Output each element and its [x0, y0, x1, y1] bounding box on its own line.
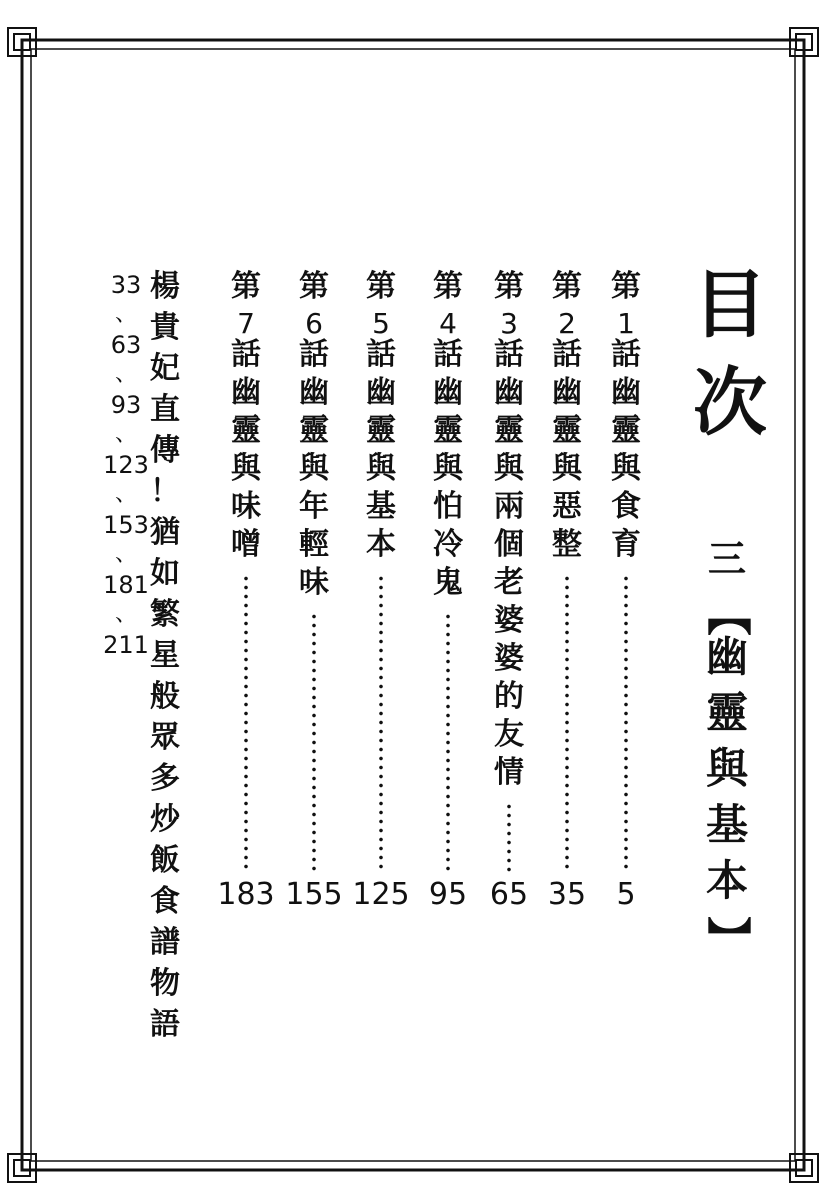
chapter-title-char: 靈: [366, 413, 396, 448]
chapter-page-number: 5: [616, 877, 636, 912]
chapter-title-char: 與: [231, 451, 261, 486]
chapter-title-char: 食: [611, 489, 641, 524]
chapter-entry[interactable]: [285, 269, 343, 912]
chapter-number: 3: [500, 307, 518, 340]
chapter-title-char: 幽: [611, 375, 641, 410]
title-char: 目: [693, 262, 767, 348]
chapter-number: 4: [439, 307, 457, 340]
chapter-title-char: 鬼: [433, 565, 463, 600]
chapter-label: 話: [231, 337, 261, 372]
extra-page-number: 93: [110, 391, 142, 419]
page-separator: 、: [114, 542, 137, 567]
dot-leader: [379, 574, 383, 872]
extra-title-char: 妃: [150, 351, 180, 386]
chapter-page-number: 35: [547, 877, 587, 912]
chapter-label: 話: [494, 337, 524, 372]
chapter-title-char: 幽: [231, 375, 261, 410]
extra-page-number: 153: [103, 511, 149, 539]
extra-title-char: 猶: [150, 515, 180, 550]
extra-page-number: 63: [110, 331, 142, 359]
chapter-title-char: 與: [552, 451, 582, 486]
extra-title-char: 語: [150, 1007, 180, 1042]
chapter-title-char: 友: [494, 717, 524, 752]
chapter-title-char: 噌: [231, 527, 261, 562]
page-separator: 、: [114, 482, 137, 507]
chapter-label: 話: [366, 337, 396, 372]
chapter-title-char: 婆: [494, 603, 524, 638]
chapter-title-char: 靈: [552, 413, 582, 448]
chapter-title-char: 與: [299, 451, 329, 486]
chapter-title-char: 惡: [552, 489, 582, 524]
extra-title-char: 眾: [150, 720, 180, 755]
volume-subtitle-char: 與: [705, 744, 748, 793]
chapter-entry[interactable]: [485, 269, 533, 912]
chapter-entry[interactable]: [352, 269, 410, 912]
chapter-entry[interactable]: [602, 269, 650, 912]
chapter-title-char: 味: [231, 489, 261, 524]
chapter-number: 5: [372, 307, 390, 340]
chapter-title-char: 情: [494, 755, 524, 790]
extra-pages: [96, 270, 156, 660]
extra-title-char: 般: [150, 679, 180, 714]
extra-title-char: 星: [150, 638, 180, 673]
chapter-title-char: 幽: [433, 375, 463, 410]
chapter-title-char: 靈: [433, 413, 463, 448]
chapter-title-char: 靈: [299, 413, 329, 448]
extra-title-char: 飯: [150, 843, 180, 878]
chapter-label: 第: [494, 269, 524, 304]
chapter-title-char: 幽: [299, 375, 329, 410]
chapter-label: 話: [552, 337, 582, 372]
volume-number: 三: [707, 536, 746, 581]
chapter-title-char: 與: [494, 451, 524, 486]
extra-title-char: 譜: [150, 925, 180, 960]
extra-page-number: 123: [103, 451, 149, 479]
chapter-title-char: 與: [611, 451, 641, 486]
open-bracket: 【: [702, 592, 753, 636]
volume-subtitle-char: 幽: [705, 632, 748, 681]
page-separator: 、: [114, 422, 137, 447]
chapter-page-number: 95: [428, 877, 468, 912]
chapter-label: 第: [299, 269, 329, 304]
chapter-title: [231, 375, 261, 568]
extra-title-char: 物: [150, 966, 180, 1001]
chapter-number: 6: [305, 307, 323, 340]
chapter-title-char: 與: [366, 451, 396, 486]
chapter-label: 第: [552, 269, 582, 304]
dot-leader: [507, 802, 511, 872]
extra-title-char: 繁: [150, 597, 180, 632]
dot-leader: [244, 574, 248, 872]
chapter-title-char: 靈: [611, 413, 641, 448]
chapter-page-number: 65: [489, 877, 529, 912]
page-separator: 、: [114, 302, 137, 327]
chapter-title-char: 育: [611, 527, 641, 562]
chapter-title-char: 味: [299, 565, 329, 600]
chapter-label: 話: [611, 337, 641, 372]
page-separator: 、: [114, 602, 137, 627]
chapter-title-char: 靈: [231, 413, 261, 448]
chapter-title: [552, 375, 582, 568]
chapter-label: 第: [231, 269, 261, 304]
chapter-title: [433, 375, 463, 606]
dot-leader: [565, 574, 569, 872]
chapter-title-char: 基: [366, 489, 396, 524]
chapter-title-char: 的: [494, 679, 524, 714]
dot-leader: [312, 612, 316, 872]
extra-title-char: 炒: [150, 802, 180, 837]
volume-subtitle-char: 基: [705, 800, 748, 849]
chapter-title-char: 靈: [494, 413, 524, 448]
chapter-title-char: 年: [299, 489, 329, 524]
volume-subtitle-char: 靈: [705, 688, 748, 737]
extra-title-char: 直: [150, 392, 180, 427]
chapter-entry[interactable]: [424, 269, 472, 912]
extra-page-number: 33: [110, 271, 142, 299]
chapter-title-char: 本: [366, 527, 396, 562]
extra-title-char: 傳: [150, 433, 180, 468]
extra-title-char: 楊: [150, 269, 180, 304]
volume-label: [698, 536, 756, 960]
chapter-label: 話: [299, 337, 329, 372]
volume-subtitle-char: 本: [705, 856, 748, 905]
chapter-label: 第: [611, 269, 641, 304]
close-bracket: 】: [702, 916, 753, 960]
extra-title-char: 貴: [150, 310, 180, 345]
extra-page-number: 181: [103, 571, 149, 599]
dot-leader: [446, 612, 450, 872]
chapter-entry[interactable]: [543, 269, 591, 912]
chapter-label: 第: [433, 269, 463, 304]
chapter-title-char: 整: [552, 527, 582, 562]
chapter-page-number: 183: [217, 877, 275, 912]
chapter-title-char: 個: [494, 527, 524, 562]
chapter-title-char: 兩: [494, 489, 524, 524]
page-title: [686, 262, 774, 464]
chapter-label: 第: [366, 269, 396, 304]
chapter-number: 2: [558, 307, 576, 340]
chapter-title-char: 老: [494, 565, 524, 600]
chapter-title-char: 與: [433, 451, 463, 486]
chapter-title: [299, 375, 329, 606]
volume-subtitle: [705, 632, 748, 916]
chapter-number: 7: [237, 307, 255, 340]
chapter-title-char: 婆: [494, 641, 524, 676]
chapter-title-char: 輕: [299, 527, 329, 562]
dot-leader: [624, 574, 628, 872]
chapter-page-number: 155: [285, 877, 343, 912]
chapter-title-char: 冷: [433, 527, 463, 562]
chapter-title-char: 幽: [494, 375, 524, 410]
chapter-title-char: 怕: [433, 489, 463, 524]
chapter-title: [494, 375, 524, 796]
extra-page-number: 211: [103, 631, 149, 659]
extra-title-char: 食: [150, 884, 180, 919]
page-separator: 、: [114, 362, 137, 387]
chapter-title-char: 幽: [366, 375, 396, 410]
extra-title-char: ！: [150, 474, 180, 509]
title-char: 次: [693, 360, 767, 446]
chapter-title: [611, 375, 641, 568]
extra-title-char: 如: [150, 556, 180, 591]
chapter-page-number: 125: [352, 877, 410, 912]
chapter-title: [366, 375, 396, 568]
extra-title-char: 多: [150, 761, 180, 796]
chapter-title-char: 幽: [552, 375, 582, 410]
chapter-entry[interactable]: [217, 269, 275, 912]
chapter-label: 話: [433, 337, 463, 372]
chapter-number: 1: [617, 307, 635, 340]
